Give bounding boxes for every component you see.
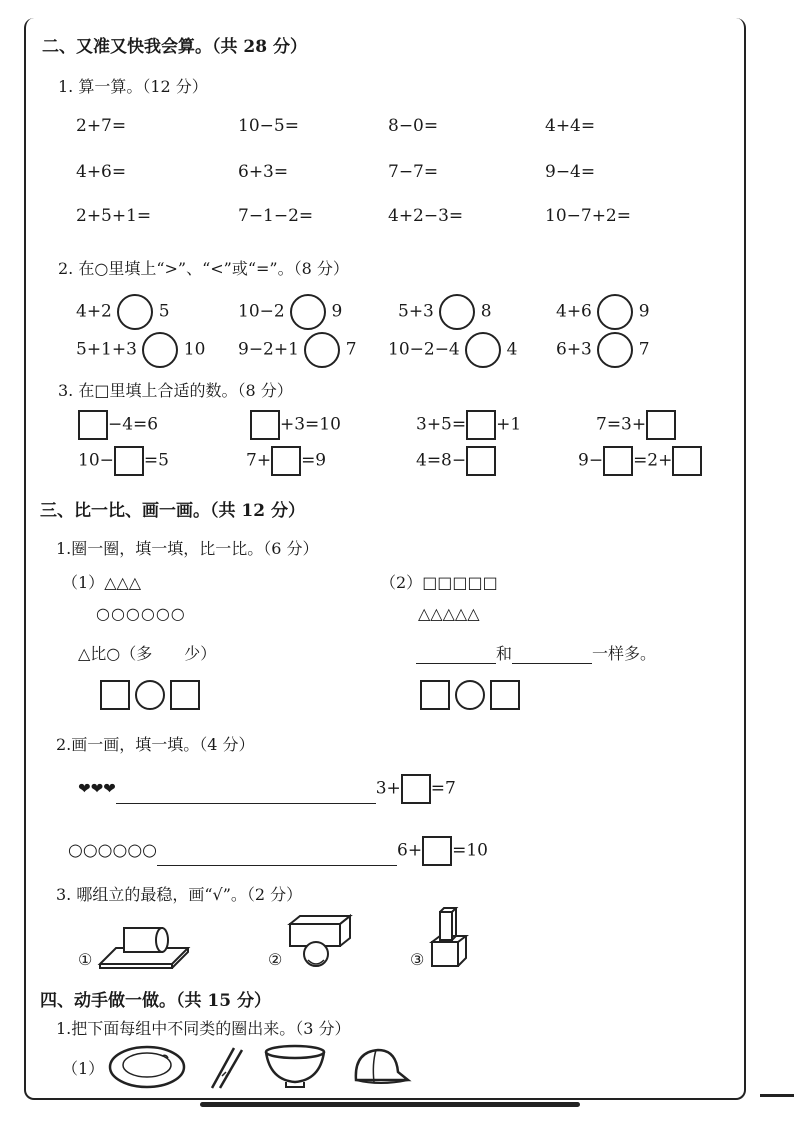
- answer-box[interactable]: [170, 680, 200, 710]
- answer-box[interactable]: [490, 680, 520, 710]
- arith-item: 8−0=: [388, 116, 439, 136]
- compare-item: 5+3 8: [398, 294, 492, 330]
- section-3-title: 三、比一比、画一画。（共 12 分）: [40, 501, 305, 521]
- compare-item: 9−2+1 7: [238, 332, 357, 368]
- answer-box[interactable]: [78, 410, 108, 440]
- fill-box-item: 7=3+: [596, 410, 676, 440]
- compare-text: △比○（多 少）: [78, 644, 217, 663]
- fill-blank-text: 和 一样多。: [416, 641, 656, 664]
- arith-item: 10−5=: [238, 116, 299, 136]
- arith-item: 4+4=: [545, 116, 596, 136]
- answer-circle[interactable]: [597, 294, 633, 330]
- chopsticks-icon[interactable]: [206, 1046, 246, 1090]
- part-1-label: （1）△△△: [62, 573, 142, 592]
- draw-line[interactable]: [116, 786, 376, 804]
- bottom-edge-shadow: [760, 1094, 794, 1097]
- fill-box-item: 4=8−: [416, 446, 496, 476]
- option-label[interactable]: ①: [78, 950, 93, 969]
- arith-item: 9−4=: [545, 162, 596, 182]
- question-1-title: 1.把下面每组中不同类的圈出来。（3 分）: [56, 1019, 351, 1038]
- fill-box-item: +3=10: [250, 410, 341, 440]
- option-label[interactable]: ②: [268, 950, 283, 969]
- answer-box[interactable]: [250, 410, 280, 440]
- arith-item: 2+5+1=: [76, 206, 152, 226]
- box-on-ball-icon: [286, 912, 356, 970]
- answer-box[interactable]: [646, 410, 676, 440]
- fill-box-item: −4=6: [78, 410, 158, 440]
- compare-item: 10−2 9: [238, 294, 342, 330]
- circle-shapes: ○○○○○○: [68, 840, 158, 861]
- compare-item: 5+1+3 10: [76, 332, 205, 368]
- question-1-title: 1. 算一算。（12 分）: [58, 77, 208, 96]
- part-2-label: （2）□□□□□: [380, 573, 498, 592]
- plate-icon[interactable]: [108, 1044, 186, 1090]
- question-3-title: 3. 哪组立的最稳，画“√”。（2 分）: [56, 885, 303, 904]
- option-label[interactable]: ③: [410, 950, 425, 969]
- square-shapes: □□□□□: [422, 573, 498, 592]
- answer-box[interactable]: [401, 774, 431, 804]
- fill-box-item: 9− =2+: [578, 446, 702, 476]
- cap-icon[interactable]: [350, 1044, 410, 1090]
- answer-shapes: [100, 680, 200, 710]
- answer-blank[interactable]: [416, 646, 496, 664]
- arith-item: 4+2−3=: [388, 206, 464, 226]
- answer-shapes: [420, 680, 520, 710]
- arith-item: 2+7=: [76, 116, 127, 136]
- question-3-title: 3. 在□里填上合适的数。（8 分）: [58, 381, 293, 400]
- group-label: （1）: [62, 1059, 105, 1078]
- arith-item: 10−7+2=: [545, 206, 631, 226]
- compare-item: 4+2 5: [76, 294, 170, 330]
- section-4-title: 四、动手做一做。（共 15 分）: [40, 991, 271, 1011]
- answer-box[interactable]: [466, 410, 496, 440]
- compare-item: 4+6 9: [556, 294, 650, 330]
- tall-block-on-cube-icon: [428, 906, 472, 970]
- fill-box-item: 7+ =9: [246, 446, 326, 476]
- answer-circle[interactable]: [142, 332, 178, 368]
- draw-row-2: ○○○○○○ 6+ =10: [68, 836, 488, 866]
- answer-circle[interactable]: [597, 332, 633, 368]
- answer-box[interactable]: [603, 446, 633, 476]
- arith-item: 7−7=: [388, 162, 439, 182]
- arith-item: 7−1−2=: [238, 206, 314, 226]
- question-2-title: 2.画一画，填一填。（4 分）: [56, 735, 255, 754]
- question-2-title: 2. 在○里填上“>”、“<”或“=”。（8 分）: [58, 259, 349, 278]
- answer-blank[interactable]: [512, 646, 592, 664]
- compare-item: 6+3 7: [556, 332, 650, 368]
- stacked-cylinder-on-slab-icon: [96, 920, 192, 970]
- bowl-icon[interactable]: [264, 1044, 326, 1090]
- compare-item: 10−2−4 4: [388, 332, 517, 368]
- answer-circle[interactable]: [304, 332, 340, 368]
- fill-box-item: 10− =5: [78, 446, 169, 476]
- triangle-shapes: △△△: [104, 573, 142, 592]
- arith-item: 4+6=: [76, 162, 127, 182]
- draw-line[interactable]: [157, 848, 397, 866]
- answer-box[interactable]: [271, 446, 301, 476]
- fill-box-item: 3+5= +1: [416, 410, 521, 440]
- answer-box[interactable]: [672, 446, 702, 476]
- triangle-shapes: △△△△△: [418, 604, 480, 623]
- answer-box[interactable]: [466, 446, 496, 476]
- answer-box[interactable]: [114, 446, 144, 476]
- answer-circle[interactable]: [117, 294, 153, 330]
- answer-circle[interactable]: [290, 294, 326, 330]
- arith-item: 6+3=: [238, 162, 289, 182]
- question-1-title: 1.圈一圈，填一填，比一比。（6 分）: [56, 539, 319, 558]
- draw-row-1: ❤❤❤ 3+ =7: [78, 774, 456, 804]
- heart-icons: ❤❤❤: [78, 779, 116, 798]
- answer-circle[interactable]: [439, 294, 475, 330]
- answer-box[interactable]: [422, 836, 452, 866]
- bottom-edge-shadow: [200, 1102, 580, 1107]
- answer-circle[interactable]: [465, 332, 501, 368]
- answer-circle[interactable]: [455, 680, 485, 710]
- answer-box[interactable]: [420, 680, 450, 710]
- section-2-title: 二、又准又快我会算。（共 28 分）: [42, 37, 307, 57]
- answer-circle[interactable]: [135, 680, 165, 710]
- circle-shapes: ○○○○○○: [96, 604, 186, 623]
- answer-box[interactable]: [100, 680, 130, 710]
